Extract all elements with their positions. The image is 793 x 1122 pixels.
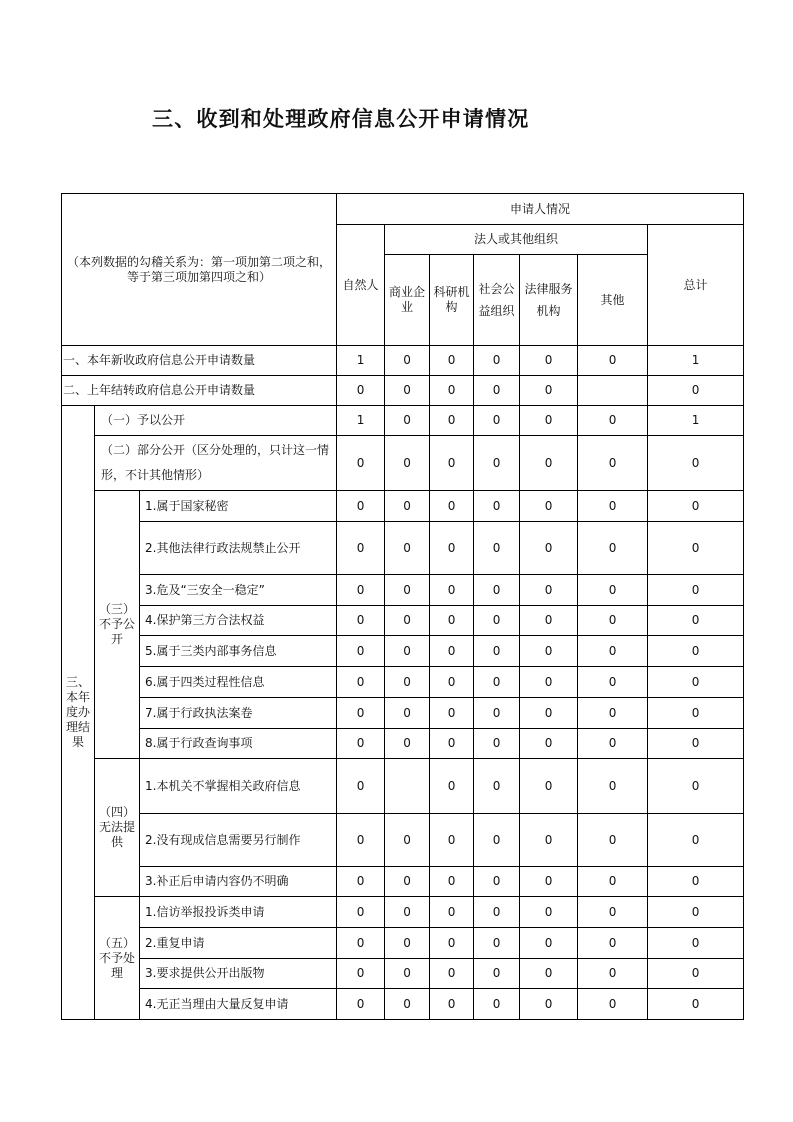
row-label: 1.属于国家秘密: [140, 491, 337, 522]
row-label: （一）予以公开: [95, 406, 337, 436]
value-cell: 0: [337, 606, 385, 636]
value-cell: 0: [520, 928, 578, 959]
value-cell: 0: [430, 346, 474, 376]
value-cell: 0: [337, 928, 385, 959]
row-label: 2.重复申请: [140, 928, 337, 959]
page-title: 三、收到和处理政府信息公开申请情况: [152, 107, 530, 131]
value-cell: 0: [385, 959, 430, 989]
value-cell: 0: [578, 491, 648, 522]
table-row: [62, 667, 744, 698]
value-cell: 0: [520, 867, 578, 897]
value-cell: 0: [578, 575, 648, 606]
table-row: [62, 814, 744, 867]
value-cell: 0: [385, 606, 430, 636]
research-header: 科研机构: [430, 255, 474, 346]
value-cell: 0: [474, 814, 520, 867]
row-label: 4.保护第三方合法权益: [140, 606, 337, 636]
value-cell: 0: [385, 729, 430, 759]
row-label: （二）部分公开（区分处理的，只计这一情形，不计其他情形）: [95, 436, 337, 491]
value-cell: 0: [474, 759, 520, 814]
value-cell: 0: [430, 698, 474, 729]
table-row: [62, 406, 744, 436]
value-cell: 0: [337, 867, 385, 897]
value-cell: 0: [430, 406, 474, 436]
value-cell: 0: [520, 989, 578, 1020]
value-cell: 0: [385, 346, 430, 376]
value-cell: 0: [474, 522, 520, 575]
value-cell: 0: [337, 698, 385, 729]
value-cell: [385, 759, 430, 814]
value-cell: 0: [430, 814, 474, 867]
value-cell: 0: [474, 698, 520, 729]
row-label: 1.本机关不掌握相关政府信息: [140, 759, 337, 814]
value-cell: 0: [578, 346, 648, 376]
value-cell: 0: [520, 436, 578, 491]
social-header: 社会公益组织: [474, 255, 520, 346]
value-cell: 0: [648, 729, 744, 759]
value-cell: 0: [578, 928, 648, 959]
value-cell: 0: [337, 491, 385, 522]
value-cell: 0: [430, 436, 474, 491]
table-row: [62, 759, 744, 814]
value-cell: 0: [520, 606, 578, 636]
value-cell: 0: [337, 636, 385, 667]
value-cell: 0: [430, 959, 474, 989]
table-row: [62, 636, 744, 667]
value-cell: 0: [648, 897, 744, 928]
value-cell: 0: [337, 814, 385, 867]
table-row: [62, 575, 744, 606]
table-row: [62, 989, 744, 1020]
value-cell: 0: [520, 814, 578, 867]
row-label: 8.属于行政查询事项: [140, 729, 337, 759]
value-cell: 0: [337, 522, 385, 575]
value-cell: 0: [474, 729, 520, 759]
value-cell: 0: [337, 376, 385, 406]
table-row: [62, 729, 744, 759]
value-cell: 0: [430, 867, 474, 897]
value-cell: 0: [430, 928, 474, 959]
value-cell: 0: [385, 436, 430, 491]
value-cell: 0: [520, 729, 578, 759]
value-cell: 0: [578, 867, 648, 897]
group-label-not-handled: （五）不予处理: [95, 897, 140, 1020]
row-label: 3.危及“三安全一稳定”: [140, 575, 337, 606]
row-label: 3.要求提供公开出版物: [140, 959, 337, 989]
value-cell: 0: [578, 759, 648, 814]
value-cell: 0: [430, 376, 474, 406]
table-row: [62, 376, 744, 406]
total-header: 总计: [648, 225, 744, 346]
natural-person-header: 自然人: [337, 225, 385, 346]
group-label-not-disclose: （三）不予公开: [95, 491, 140, 759]
row-label: 7.属于行政执法案卷: [140, 698, 337, 729]
value-cell: 0: [520, 406, 578, 436]
value-cell: 0: [474, 376, 520, 406]
value-cell: 0: [337, 436, 385, 491]
value-cell: 0: [648, 867, 744, 897]
value-cell: 0: [578, 522, 648, 575]
value-cell: 0: [474, 636, 520, 667]
value-cell: 0: [648, 636, 744, 667]
value-cell: 0: [474, 897, 520, 928]
value-cell: 0: [578, 436, 648, 491]
value-cell: 0: [648, 989, 744, 1020]
value-cell: 0: [520, 959, 578, 989]
value-cell: 0: [520, 698, 578, 729]
row-label: 4.无正当理由大量反复申请: [140, 989, 337, 1020]
value-cell: 0: [430, 522, 474, 575]
group-label-cannot-provide: （四）无法提供: [95, 759, 140, 897]
value-cell: 0: [385, 667, 430, 698]
value-cell: 0: [385, 376, 430, 406]
value-cell: 1: [648, 406, 744, 436]
value-cell: 0: [474, 575, 520, 606]
value-cell: 0: [648, 376, 744, 406]
value-cell: 0: [430, 575, 474, 606]
value-cell: 0: [474, 436, 520, 491]
value-cell: 0: [520, 522, 578, 575]
value-cell: 0: [385, 406, 430, 436]
table-row: [62, 698, 744, 729]
value-cell: 0: [385, 491, 430, 522]
value-cell: 0: [430, 989, 474, 1020]
value-cell: 0: [520, 491, 578, 522]
value-cell: 0: [430, 667, 474, 698]
row-label: 二、上年结转政府信息公开申请数量: [62, 376, 337, 406]
value-cell: 0: [648, 928, 744, 959]
value-cell: 0: [337, 897, 385, 928]
value-cell: 0: [578, 729, 648, 759]
value-cell: 0: [385, 698, 430, 729]
value-cell: 0: [337, 989, 385, 1020]
value-cell: 0: [648, 959, 744, 989]
value-cell: 0: [474, 928, 520, 959]
value-cell: 0: [430, 759, 474, 814]
table-row: [62, 346, 744, 376]
value-cell: 0: [430, 636, 474, 667]
table-row: [62, 491, 744, 522]
value-cell: 0: [648, 814, 744, 867]
value-cell: 0: [578, 897, 648, 928]
value-cell: [578, 376, 648, 406]
value-cell: 0: [520, 897, 578, 928]
value-cell: 0: [430, 491, 474, 522]
section-3-label: 三、本年度办理结果: [62, 406, 95, 1020]
value-cell: 0: [474, 606, 520, 636]
table-row: [62, 436, 744, 491]
legal-service-header: 法律服务机构: [520, 255, 578, 346]
table-row: [62, 897, 744, 928]
value-cell: 0: [474, 406, 520, 436]
business-header: 商业企业: [385, 255, 430, 346]
value-cell: 0: [385, 522, 430, 575]
legal-group-header: 法人或其他组织: [385, 225, 648, 255]
value-cell: 0: [578, 698, 648, 729]
table-row: [62, 606, 744, 636]
value-cell: 1: [648, 346, 744, 376]
value-cell: 0: [578, 406, 648, 436]
row-label: 2.其他法律行政法规禁止公开: [140, 522, 337, 575]
value-cell: 0: [385, 928, 430, 959]
value-cell: 0: [474, 959, 520, 989]
applicant-header: 申请人情况: [337, 194, 744, 225]
value-cell: 0: [474, 667, 520, 698]
table-row: [62, 928, 744, 959]
value-cell: 0: [474, 491, 520, 522]
value-cell: 0: [385, 897, 430, 928]
row-label: 1.信访举报投诉类申请: [140, 897, 337, 928]
row-label: 一、本年新收政府信息公开申请数量: [62, 346, 337, 376]
value-cell: 0: [648, 575, 744, 606]
value-cell: 0: [430, 606, 474, 636]
row-label: 6.属于四类过程性信息: [140, 667, 337, 698]
value-cell: 0: [648, 606, 744, 636]
value-cell: 1: [337, 346, 385, 376]
value-cell: 0: [520, 376, 578, 406]
table-row: [62, 867, 744, 897]
value-cell: 0: [520, 636, 578, 667]
value-cell: 0: [520, 759, 578, 814]
value-cell: 0: [648, 436, 744, 491]
row-label: 2.没有现成信息需要另行制作: [140, 814, 337, 867]
value-cell: 0: [337, 759, 385, 814]
value-cell: 0: [474, 989, 520, 1020]
value-cell: 0: [578, 667, 648, 698]
value-cell: 0: [648, 667, 744, 698]
value-cell: 0: [430, 897, 474, 928]
info-request-table: [61, 193, 744, 1020]
table-row: [62, 959, 744, 989]
value-cell: 0: [337, 575, 385, 606]
value-cell: 0: [648, 522, 744, 575]
value-cell: 0: [385, 575, 430, 606]
row-label: 5.属于三类内部事务信息: [140, 636, 337, 667]
value-cell: 0: [578, 989, 648, 1020]
value-cell: 0: [578, 606, 648, 636]
value-cell: 0: [385, 867, 430, 897]
value-cell: 0: [648, 698, 744, 729]
value-cell: 0: [385, 814, 430, 867]
value-cell: 0: [578, 814, 648, 867]
row-label: 3.补正后申请内容仍不明确: [140, 867, 337, 897]
value-cell: 0: [520, 575, 578, 606]
value-cell: 0: [578, 636, 648, 667]
value-cell: 1: [337, 406, 385, 436]
value-cell: 0: [474, 346, 520, 376]
value-cell: 0: [520, 667, 578, 698]
value-cell: 0: [337, 729, 385, 759]
value-cell: 0: [385, 636, 430, 667]
value-cell: 0: [578, 959, 648, 989]
value-cell: 0: [474, 867, 520, 897]
value-cell: 0: [520, 346, 578, 376]
value-cell: 0: [337, 959, 385, 989]
value-cell: 0: [385, 989, 430, 1020]
value-cell: 0: [648, 759, 744, 814]
other-header: 其他: [578, 255, 648, 346]
formula-note: （本列数据的勾稽关系为：第一项加第二项之和，等于第三项加第四项之和）: [62, 194, 337, 346]
value-cell: 0: [430, 729, 474, 759]
table-row: [62, 522, 744, 575]
value-cell: 0: [337, 667, 385, 698]
value-cell: 0: [648, 491, 744, 522]
